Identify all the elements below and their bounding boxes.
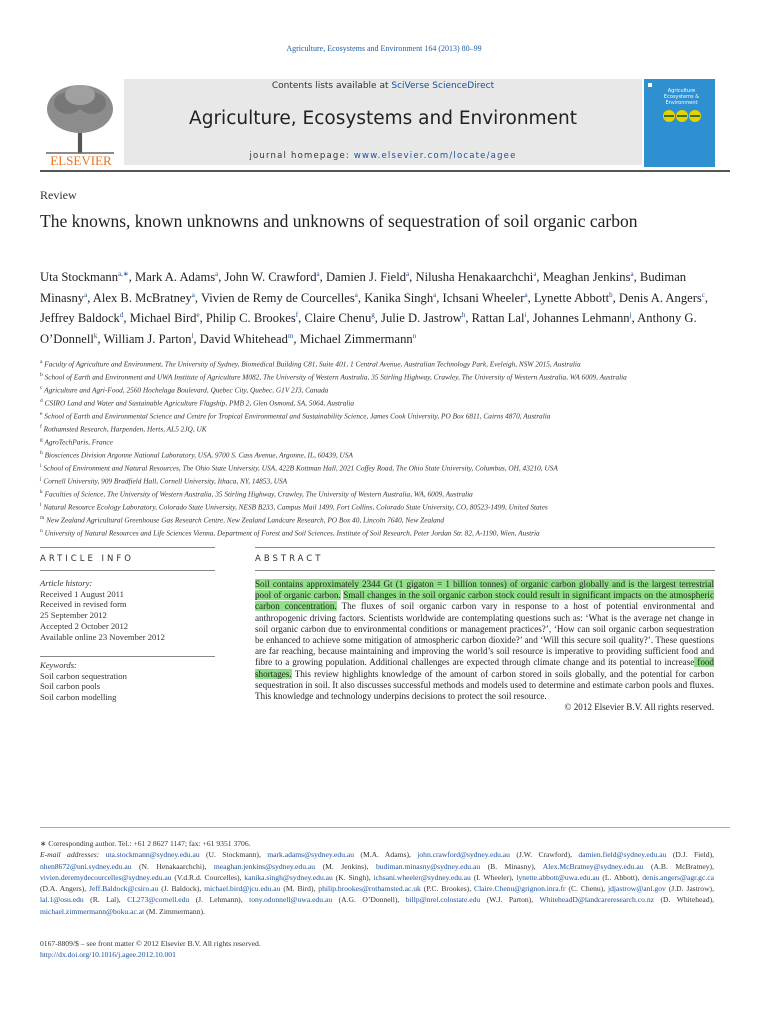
author-name[interactable]: John W. Crawford <box>224 270 317 285</box>
email-owner: (M. Bird), <box>280 884 319 894</box>
affiliation-letter: d <box>40 398 43 405</box>
abstract-heading: ABSTRACT <box>255 554 324 564</box>
author-affiliation-marker[interactable]: a,∗ <box>118 270 129 278</box>
homepage-prefix: journal homepage: <box>249 151 354 161</box>
author-name[interactable]: Budiman Minasny <box>40 270 687 305</box>
author-affiliation-marker[interactable]: h <box>461 311 466 320</box>
email-label: E-mail addresses: <box>40 850 106 860</box>
elsevier-tree-icon <box>40 79 122 167</box>
author-name[interactable]: Vivien de Remy de Courcelles <box>200 290 355 305</box>
author-affiliation-marker[interactable]: g <box>371 311 375 320</box>
footnote-divider <box>40 827 730 828</box>
journal-banner <box>40 79 730 172</box>
journal-citation[interactable]: Agriculture, Ecosystems and Environment 164 (2013) 80–99 <box>286 44 482 53</box>
affiliation <box>40 357 730 370</box>
author-name[interactable]: Uta Stockmann <box>40 270 118 285</box>
author-name[interactable]: Rattan Lal <box>471 311 525 326</box>
email-link[interactable]: ichsani.wheeler@sydney.edu.au <box>373 872 471 882</box>
author-name[interactable]: Jeffrey Baldock <box>40 311 120 326</box>
email-owner: (C. Chenu), <box>565 884 608 894</box>
author-name[interactable]: David Whitehead <box>199 332 288 347</box>
email-owner: (M. Zimmermann). <box>144 906 205 916</box>
author-name[interactable]: Julie D. Jastrow <box>381 311 462 326</box>
author-name[interactable]: Philip C. Brookes <box>205 311 296 326</box>
affiliation <box>40 474 730 487</box>
author-affiliation-marker[interactable]: d <box>119 311 124 320</box>
email-link[interactable]: billp@nrel.colostate.edu <box>405 895 481 905</box>
affiliation-text: School of Environment and Natural Resources, The Ohio State University, USA, 422B Kottman Hall, 2021 Coffey Road, The Ohio State University, Columbus, OH, 43210, USA <box>43 463 558 473</box>
journal-homepage-link[interactable]: www.elsevier.com/locate/agee <box>353 151 517 161</box>
affiliation-list <box>40 357 730 539</box>
elsevier-wordmark: ELSEVIER <box>50 153 112 167</box>
affiliation-text: Cornell University, 909 Bradfield Hall, Cornell University, Ithaca, NY, 14853, USA <box>43 476 288 486</box>
author-name[interactable]: Ichsani Wheeler <box>442 290 525 305</box>
cover-art-icon <box>644 79 715 167</box>
affiliation <box>40 461 730 474</box>
affiliation-letter: j <box>40 476 42 483</box>
email-link[interactable]: meaghan.jenkins@sydney.edu.au <box>213 861 316 871</box>
email-link[interactable]: lal.1@osu.edu <box>40 895 84 905</box>
author-affiliation-marker[interactable]: a <box>84 290 88 299</box>
affiliation <box>40 370 730 383</box>
email-link[interactable]: Claire.Chenu@grignon.inra.fr <box>474 884 566 894</box>
email-link[interactable]: vivien.deremydecourcelles@sydney.edu.au <box>40 872 172 882</box>
author-affiliation-marker[interactable]: a <box>524 290 528 299</box>
affiliation <box>40 448 730 461</box>
front-matter-line: 0167-8809/$ – see front matter © 2012 Elsevier B.V. All rights reserved. <box>40 939 261 948</box>
author-name[interactable]: Alex B. McBratney <box>92 290 192 305</box>
email-link[interactable]: budiman.minasny@sydney.edu.au <box>375 861 481 871</box>
author-affiliation-marker[interactable]: j <box>629 311 632 320</box>
affiliation-letter: c <box>40 385 43 392</box>
keyword-item: Soil carbon sequestration <box>40 670 127 681</box>
journal-masthead <box>124 79 642 165</box>
keyword-item: Soil carbon modelling <box>40 692 117 703</box>
author-affiliation-marker[interactable]: n <box>412 332 417 341</box>
affiliation <box>40 500 730 513</box>
author-affiliation-marker[interactable]: a <box>215 270 219 278</box>
affiliation-text: Faculties of Science, The University of Western Australia, 35 Stirling Highway, Crawley, The University of Western Australia, WA, 6009, Australia <box>44 489 473 499</box>
email-link[interactable]: mark.adams@sydney.edu.au <box>267 850 355 860</box>
author-affiliation-marker[interactable]: a <box>533 270 537 278</box>
elsevier-logo[interactable] <box>40 79 122 167</box>
author-name[interactable]: Michael Bird <box>129 311 197 326</box>
email-owner: (D.J. Field), <box>666 850 714 860</box>
email-link[interactable]: WhiteheadD@landcareresearch.co.nz <box>539 895 654 905</box>
history-item: Accepted 2 October 2012 <box>40 620 129 631</box>
cover-title: Agriculture Ecosystems & Environment <box>663 88 700 106</box>
email-owner: (L. Abbott), <box>599 872 643 882</box>
author-name[interactable]: Mark A. Adams <box>135 270 216 285</box>
divider <box>40 547 215 548</box>
affiliation <box>40 487 730 500</box>
affiliation-text: School of Earth and Environmental Science and Centre for Tropical Environmental and Sustainability Science, James Cook University, PO Box 6811, Cairns 4870, Australia <box>44 411 551 421</box>
author-name[interactable]: Claire Chenu <box>304 311 372 326</box>
corresponding-author-note: ∗ Corresponding author. Tel.: +61 2 8627 1147; fax: +61 9351 3706. <box>40 839 251 848</box>
email-owner: (M.A. Adams), <box>354 850 418 860</box>
author-name[interactable]: Nilusha Henakaarchchi <box>415 270 534 285</box>
author-affiliation-marker[interactable]: l <box>191 332 194 341</box>
email-owner: (B. Minasny), <box>480 861 543 871</box>
email-owner: (V.d.R.d. Courcelles), <box>171 872 245 882</box>
email-owner: (U. Stockmann), <box>199 850 268 860</box>
author-name[interactable]: Anthony G. O’Donnell <box>40 311 697 347</box>
divider <box>40 656 215 657</box>
email-link[interactable]: tony.odonnell@uwa.edu.au <box>249 895 333 905</box>
email-owner: (K. Singh), <box>332 872 374 882</box>
author-affiliation-marker[interactable]: a <box>433 290 437 299</box>
contents-line <box>124 81 642 91</box>
affiliation-text: Rothamsted Research, Harpenden, Herts, AL5 2JQ, UK <box>43 424 207 434</box>
author-name[interactable]: Johannes Lehmann <box>532 311 630 326</box>
author-affiliation-marker[interactable]: c <box>701 290 705 299</box>
email-link[interactable]: uta.stockmann@sydney.edu.au <box>105 850 200 860</box>
copyright-notice: © 2012 Elsevier B.V. All rights reserved. <box>564 702 714 713</box>
affiliation-letter: i <box>40 463 42 470</box>
email-owner: (A.B. McBratney), <box>643 861 714 871</box>
email-addresses <box>40 849 714 917</box>
email-link[interactable]: philip.brookes@rothamsted.ac.uk <box>318 884 421 894</box>
email-owner: (J. Baldock), <box>158 884 205 894</box>
author-affiliation-marker[interactable]: a <box>406 270 410 278</box>
affiliation-letter: n <box>40 528 43 535</box>
abstract-text: The fluxes of soil organic carbon vary in response to a host of potential environmental and anthropogenic driving factors. Scientists worldwide are contemplating questions such as: ‘What is the average net change in soil organic carbon due to environmental conditions or management practices?’, ‘How can soil organic carbon sequestration be enhanced to achieve some mitigation of atmospheric carbon dioxide?’ and ‘Will this secure soil quality?’. These questions are far reaching, because maintaining and improving the world’s soil resource is imperative to providing sufficient food and fibre to a growing population. Additional challenges are expected through climate change and its potential to increase <box>255 601 715 668</box>
affiliation-letter: m <box>40 515 45 522</box>
email-link[interactable]: damien.field@sydney.edu.au <box>578 850 667 860</box>
email-link[interactable]: michael.bird@jcu.edu.au <box>204 884 281 894</box>
history-item: Received in revised form <box>40 599 127 610</box>
email-link[interactable]: CL273@cornell.edu <box>127 895 190 905</box>
abstract-highlight: food shortages. <box>255 657 714 679</box>
author-affiliation-marker[interactable]: k <box>93 332 98 341</box>
author-affiliation-marker[interactable]: f <box>295 311 299 320</box>
email-link[interactable]: john.crawford@sydney.edu.au <box>417 850 510 860</box>
affiliation-letter: k <box>40 489 43 496</box>
article-title: The knowns, known unknowns and unknowns of sequestration of soil organic carbon <box>40 211 638 231</box>
email-link[interactable]: michael.zimmermann@boku.ac.at <box>40 906 145 916</box>
author-name[interactable]: Michael Zimmermann <box>299 332 413 347</box>
affiliation-letter: e <box>40 411 43 418</box>
article-history-label: Article history: <box>40 578 93 588</box>
keywords <box>40 660 215 703</box>
sciencedirect-link[interactable]: SciVerse ScienceDirect <box>391 81 495 91</box>
email-link[interactable]: nhen8672@uni.sydney.edu.au <box>40 861 132 871</box>
affiliation <box>40 422 730 435</box>
email-link[interactable]: lynette.abbott@uwa.edu.au <box>516 872 600 882</box>
history-item: Received 1 August 2011 <box>40 588 124 599</box>
affiliation-letter: a <box>40 359 43 365</box>
email-owner: (A.G. O’Donnell), <box>332 895 406 905</box>
email-owner: (J. Lehmann), <box>189 895 250 905</box>
author-affiliation-marker[interactable]: i <box>524 311 527 320</box>
article-history <box>40 578 215 642</box>
divider <box>255 570 715 571</box>
affiliation-letter: g <box>40 437 43 444</box>
email-owner: (R. Lal), <box>83 895 128 905</box>
abstract-highlight: Small changes in the soil organic carbon stock could result in significant impacts on the atmospheric carbon concentration. <box>255 590 714 612</box>
author-name[interactable]: Lynette Abbott <box>533 290 610 305</box>
history-item: 25 September 2012 <box>40 610 107 621</box>
article-type: Review <box>40 188 77 202</box>
author-name[interactable]: Denis A. Angers <box>618 290 702 305</box>
affiliation <box>40 383 730 396</box>
divider <box>255 547 715 548</box>
keywords-label: Keywords: <box>40 660 77 670</box>
author-affiliation-marker[interactable]: a <box>191 290 195 299</box>
author-name[interactable]: Damien J. Field <box>325 270 407 285</box>
front-matter <box>40 938 261 961</box>
contents-prefix: Contents lists available at <box>271 81 392 91</box>
affiliation-letter: f <box>40 424 42 431</box>
affiliation-text: School of Earth and Environment and UWA Institute of Agriculture M082, The University of Western Australia, 35 Stirling Highway, Crawley, The University of Western Australia, WA 6009, Australia <box>44 372 627 382</box>
affiliation <box>40 513 730 526</box>
email-link[interactable]: Jeff.Baldock@csiro.au <box>89 884 159 894</box>
affiliation-text: AgroTechParis, France <box>44 437 113 447</box>
author-list: Uta Stockmann$^{a,∗}$, Mark A. Adams$^a$, John W. Crawford$^a$, Damien J. Field$^a$, Nilusha Henakaarchchi$^a$, Meaghan Jenkins$^a$, Budiman Minasny$^a$, Alex B. McBratney$^a$, Vivien de Remy de Courcelles$^a$, Kanika Singh$^a$, Ichsani Wheeler$^a$, Lynette Abbott$^b$, Denis A. Angers$^c$, Jeffrey Baldock$^d$, Michael Bird$^e$, Philip C. Brookes$^f$, Claire Chenu$^g$, Julie D. Jastrow$^h$, Rattan Lal$^i$, Johannes Lehmann$^j$, Anthony G. O’Donnell$^k$, William J. Parton$^l$, David Whitehead$^m$, Michael Zimmermann$^n$ <box>40 270 709 347</box>
author-name[interactable]: William J. Parton <box>103 332 192 347</box>
email-owner: (D. Whitehead), <box>654 895 715 905</box>
affiliation-text: Agriculture and Agri-Food, 2560 Hochelaga Boulevard, Quebec City, Quebec, G1V 2J3, Canada <box>44 385 329 395</box>
author-name[interactable]: Meaghan Jenkins <box>542 270 631 285</box>
history-item: Available online 23 November 2012 <box>40 631 165 642</box>
affiliation <box>40 396 730 409</box>
affiliation-letter: h <box>40 450 43 457</box>
abstract-body <box>255 579 714 713</box>
author-affiliation-marker[interactable]: a <box>316 270 320 278</box>
author-affiliation-marker[interactable]: e <box>196 311 200 320</box>
footnotes <box>40 838 714 917</box>
keyword-item: Soil carbon pools <box>40 681 101 692</box>
author-name[interactable]: Kanika Singh <box>364 290 434 305</box>
email-owner: (M. Jenkins), <box>315 861 376 871</box>
affiliation-text: Faculty of Agriculture and Environment, The University of Sydney, Biomedical Building C81, Suite 401, 1 Central Avenue, Australian Technology Park, Eveleigh, NSW 2015, Australia <box>44 359 581 369</box>
email-owner: (P.C. Brookes), <box>420 884 474 894</box>
email-owner: (J.D. Jastrow), <box>665 884 714 894</box>
email-link[interactable]: jdjastrow@anl.gov <box>607 884 666 894</box>
doi-link[interactable]: http://dx.doi.org/10.1016/j.agee.2012.10.001 <box>40 950 176 960</box>
divider <box>40 570 215 571</box>
affiliation-text: University of Natural Resources and Life Sciences Vienna, Department of Forest and Soil Sciences, Institute of Soil Research, Peter Jordan Str. 82, A-1190, Wien, Austria <box>44 528 540 538</box>
email-link[interactable]: denis.angers@agr.gc.ca <box>642 872 714 882</box>
author-affiliation-marker[interactable]: m <box>287 332 294 341</box>
author-affiliation-marker[interactable]: a <box>354 290 358 299</box>
abstract-text: This review highlights knowledge of the amount of carbon stored in soils globally, and the potential for carbon sequestration in soil. It also discusses successful methods and models used to determine and estimate carbon pools and fluxes. This knowledge and technology underpins decisions to protect the soil resource. <box>255 668 714 702</box>
email-link[interactable]: kanika.singh@sydney.edu.au <box>244 872 333 882</box>
email-owner: (W.J. Parton), <box>480 895 540 905</box>
article-info-heading: ARTICLE INFO <box>40 554 134 564</box>
abstract-highlight: Soil contains approximately 2344 Gt (1 gigaton = 1 billion tonnes) of organic carbon globally and is the largest terrestrial pool of organic carbon. <box>255 579 714 601</box>
affiliation-text: New Zealand Agricultural Greenhouse Gas Research Centre, New Zealand Landcare Research, PO Box 40, Lincoln 7640, New Zealand <box>46 515 445 525</box>
email-owner: (D.A. Angers), <box>40 884 90 894</box>
affiliation <box>40 526 730 539</box>
journal-name: Agriculture, Ecosystems and Environment <box>189 108 577 129</box>
affiliation-text: Biosciences Division Argonne National Laboratory, USA, 9700 S. Cass Avenue, Argonne, IL, 60439, USA <box>44 450 353 460</box>
journal-cover-thumbnail[interactable] <box>644 79 715 167</box>
affiliation-letter: l <box>40 502 42 509</box>
affiliation-text: CSIRO Land and Water and Sustainable Agriculture Flagship, PMB 2, Glen Osmond, SA, 5064, Australia <box>44 398 355 408</box>
journal-homepage-line <box>124 151 642 161</box>
email-owner: (N. Henakaarchchi), <box>131 861 214 871</box>
email-owner: (J.W. Crawford), <box>509 850 579 860</box>
email-owner: (I. Wheeler), <box>470 872 517 882</box>
author-affiliation-marker[interactable]: a <box>630 270 634 278</box>
affiliation <box>40 435 730 448</box>
email-link[interactable]: Alex.McBratney@sydney.edu.au <box>542 861 644 871</box>
author-affiliation-marker[interactable]: b <box>609 290 613 299</box>
affiliation-text: Natural Resource Ecology Laboratory, Colorado State University, NESB B233, Campus Mail 1499, Fort Collins, Colorado State University, CO, 80523-1499, United States <box>43 502 548 512</box>
affiliation-letter: b <box>40 372 43 379</box>
affiliation <box>40 409 730 422</box>
